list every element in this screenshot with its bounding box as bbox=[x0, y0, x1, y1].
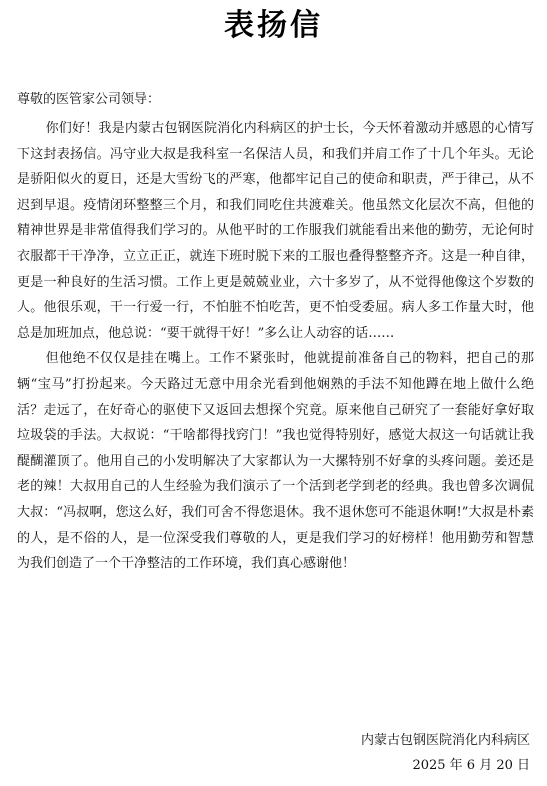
page-title: 表扬信 bbox=[224, 8, 323, 43]
salutation: 尊敬的医管家公司领导： bbox=[17, 92, 161, 107]
letter-body bbox=[17, 116, 534, 577]
body-paragraph: 你们好！我是内蒙古包钢医院消化内科病区的护士长，今天怀着激动并感恩的心情写下这封表扬信。冯守业大叔是我科室一名保洁人员，和我们并肩工作了十几个年头。无论是骄阳似火的夏日，还是大雪纷飞的严寒，他都牢记自己的使命和职责，严于律己，从不迟到早退。疫情闭环整整三个月，和我们同吃住共渡难关。他虽然文化层次不高，但他的精神世界是非常值得我们学习的。从他平时的工作服我们就能看出来他的勤劳，无论何时衣服都干干净净，立立正正，就连下班时脱下来的工服也叠得整整齐齐。这是一种自律，更是一种良好的生活习惯。工作上更是兢兢业业，六十多岁了，从不觉得他像这个岁数的人。他很乐观，干一行爱一行，不怕脏不怕吃苦，更不怕受委屈。病人多工作量大时，他总是加班加点，他总说：“要干就得干好！”多么让人动容的话…… bbox=[17, 121, 534, 341]
body-paragraph: 但他绝不仅仅是挂在嘴上。工作不紧张时，他就提前准备自己的物料，把自己的那辆“宝马”打扮起来。今天路过无意中用余光看到他娴熟的手法不知他蹲在地上做什么绝活？走远了，在好奇心的驱使下又返回去想探个究竟。原来他自己研究了一套能好拿好取垃圾袋的手法。大叔说：“干啥都得找窍门！”我也觉得特别好，感觉大叔这一句话就让我醍醐灌顶了。他用自己的小发明解决了大家都认为一大摞特别不好拿的头疼问题。姜还是老的辣！大叔用自己的人生经验为我们演示了一个活到老学到老的经典。我也曾多次调侃大叔：“冯叔啊，您这么好，我们可舍不得您退休。我不退休您可不能退休啊!”大叔是朴素的人，是不俗的人，是一位深受我们尊敬的人，更是我们学习的好榜样！他用勤劳和智慧为我们创造了一个干净整洁的工作环境，我们真心感谢他！ bbox=[17, 351, 534, 572]
signature-organization: 内蒙古包钢医院消化内科病区 bbox=[360, 733, 530, 748]
signature-date: 2025 年 6 月 20 日 bbox=[412, 758, 530, 773]
signature-block bbox=[361, 728, 530, 778]
